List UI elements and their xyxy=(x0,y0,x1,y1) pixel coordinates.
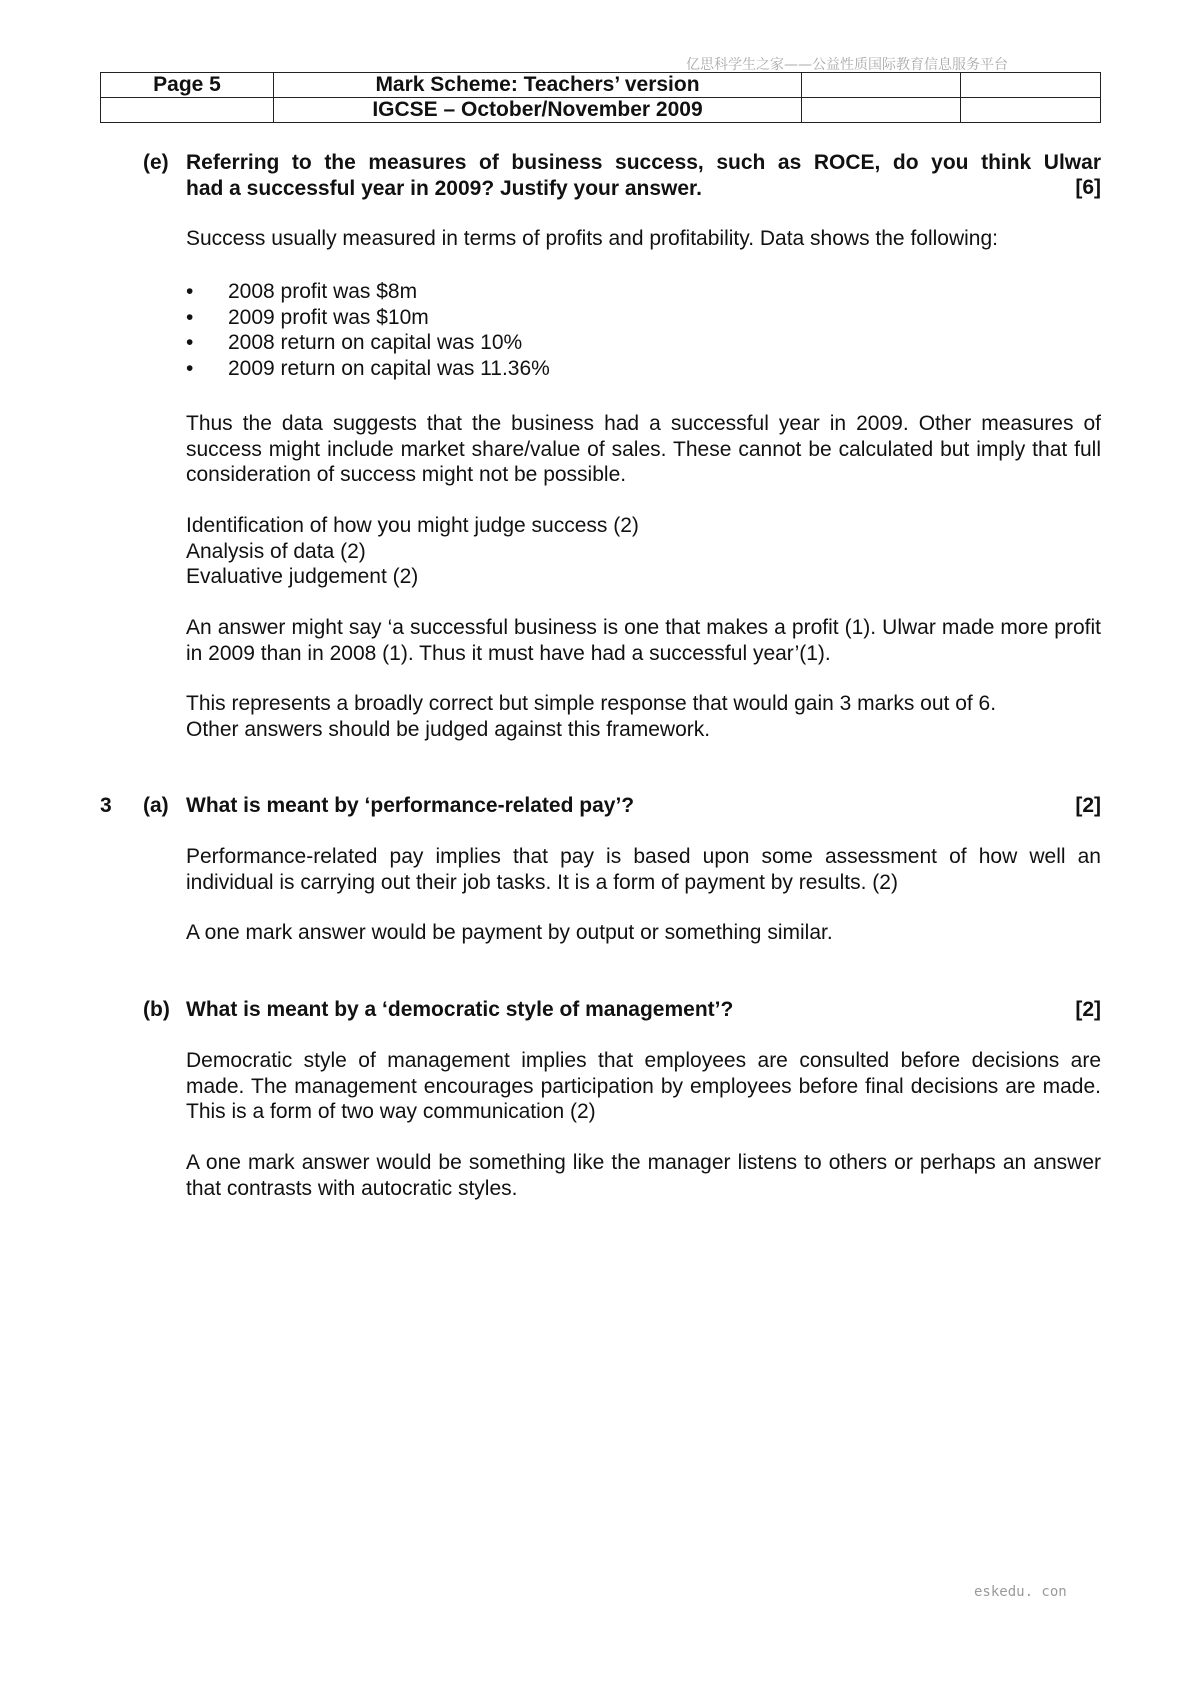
q2e-question xyxy=(186,150,1101,201)
q2e-intro: Success usually measured in terms of profits and profitability. Data shows the following: xyxy=(186,227,998,250)
q3b-marks: [2] xyxy=(1075,998,1101,1021)
bullet-text: 2008 profit was $8m xyxy=(228,280,418,303)
criteria-item: Analysis of data (2) xyxy=(186,539,366,563)
bullet-icon: • xyxy=(186,280,194,303)
q2e-bullet-list xyxy=(186,279,1101,381)
q3b-paragraph-1: Democratic style of management implies that employees are consulted before decisions are made. The management encourages participation by employees before final decisions are made. This is a form of two way communication (2) xyxy=(186,1049,1101,1123)
q3a-label: (a) xyxy=(143,794,169,817)
q3b-paragraph-2: A one mark answer would be something like the manager listens to others or perhaps an answer that contrasts with autocratic styles. xyxy=(186,1151,1101,1200)
q2e-label: (e) xyxy=(143,151,169,174)
bullet-icon: • xyxy=(186,331,194,354)
criteria-item: Identification of how you might judge success (2) xyxy=(186,514,639,537)
q3a-marks: [2] xyxy=(1075,794,1101,817)
header-row-1 xyxy=(101,73,1101,98)
header-empty-cell xyxy=(961,98,1101,123)
q3b-label: (b) xyxy=(143,998,170,1021)
header-empty-cell xyxy=(802,73,961,98)
header-empty-cell xyxy=(961,73,1101,98)
q2e-paragraph-3 xyxy=(186,691,1101,742)
list-item xyxy=(186,356,1101,382)
q2e-question-line2: had a successful year in 2009? Justify your answer. xyxy=(186,176,702,200)
bullet-icon: • xyxy=(186,356,194,380)
q2e-paragraph-3-line1: This represents a broadly correct but simple response that would gain 3 marks out of 6. xyxy=(186,692,997,715)
header-title-cell: Mark Scheme: Teachers’ version xyxy=(274,73,802,98)
footer-watermark: eskedu. con xyxy=(974,1584,1067,1600)
q3a-question: What is meant by ‘performance-related pay’? xyxy=(186,794,635,817)
header-row-2 xyxy=(101,98,1101,123)
bullet-text: 2008 return on capital was 10% xyxy=(228,331,523,354)
q2e-criteria xyxy=(186,513,1101,590)
header-exam-cell: IGCSE – October/November 2009 xyxy=(274,98,802,123)
header-table xyxy=(100,72,1101,123)
q2e-question-line1: Referring to the measures of business success, such as ROCE, do you think Ulwar xyxy=(186,151,1101,174)
criteria-item: Evaluative judgement (2) xyxy=(186,565,419,588)
q2e-marks: [6] xyxy=(1075,176,1101,199)
bullet-text: 2009 profit was $10m xyxy=(228,305,429,329)
bullet-text: 2009 return on capital was 11.36% xyxy=(228,356,550,380)
q2e-paragraph-1: Thus the data suggests that the business had a successful year in 2009. Other measures of success might include market share/value of sales. These cannot be calculated but imply that full consideration of success might not be possible. xyxy=(186,412,1101,486)
list-item xyxy=(186,330,1101,356)
q3a-paragraph-2: A one mark answer would be payment by output or something similar. xyxy=(186,921,833,944)
watermark-text: 亿思科学生之家——公益性质国际教育信息服务平台 xyxy=(686,57,1008,73)
q2e-paragraph-3-line2: Other answers should be judged against this framework. xyxy=(186,717,711,741)
q3b-question: What is meant by a ‘democratic style of management’? xyxy=(186,998,734,1021)
header-empty-cell xyxy=(101,98,274,123)
list-item xyxy=(186,305,1101,331)
q2e-paragraph-2: An answer might say ‘a successful business is one that makes a profit (1). Ulwar made more profit in 2009 than in 2008 (1). Thus it must have had a successful year’(1). xyxy=(186,616,1101,665)
q3a-paragraph-1: Performance-related pay implies that pay is based upon some assessment of how well an individual is carrying out their job tasks. It is a form of payment by results. (2) xyxy=(186,845,1101,894)
header-page-cell: Page 5 xyxy=(101,73,274,98)
header-empty-cell xyxy=(802,98,961,123)
list-item xyxy=(186,279,1101,305)
bullet-icon: • xyxy=(186,305,194,329)
q3-number: 3 xyxy=(100,794,112,817)
